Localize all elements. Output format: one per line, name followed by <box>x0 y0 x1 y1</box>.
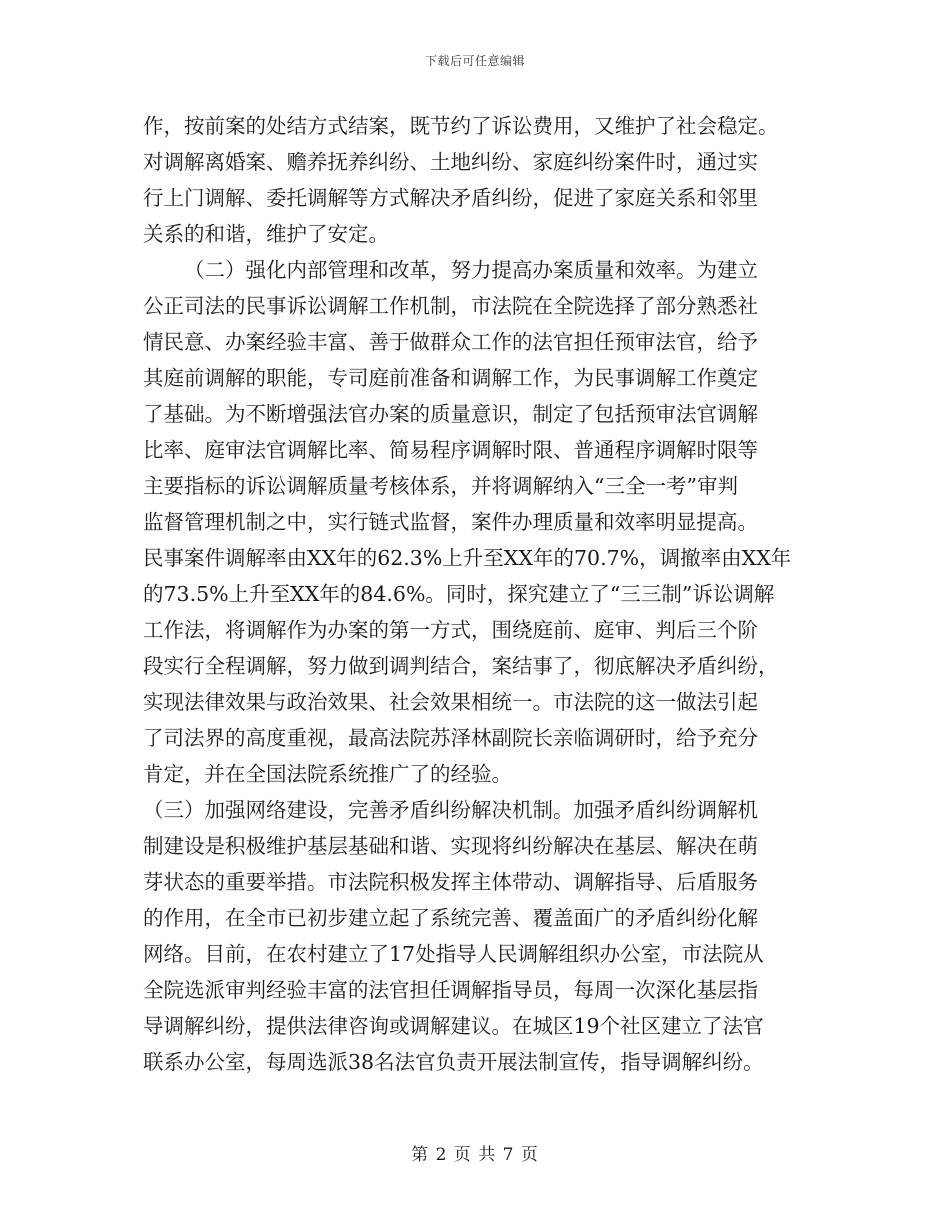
text-line: 的作用，在全市已初步建立起了系统完善、覆盖面广的矛盾纠纷化解 <box>143 906 758 930</box>
text-line: 对调解离婚案、赡养抚养纠纷、土地纠纷、家庭纠纷案件时，通过实 <box>143 150 758 174</box>
text-line: 肯定，并在全国法院系统推广了的经验。 <box>143 762 512 786</box>
page-header: 下载后可任意编辑 <box>424 54 525 68</box>
text-line: 网络。目前，在农村建立了17处指导人民调解组织办公室，市法院从 <box>143 942 764 966</box>
text-line: 的73.5%上升至XX年的84.6%。同时，探究建立了“三三制”诉讼调解 <box>143 582 775 606</box>
text-line: 作，按前案的处结方式结案，既节约了诉讼费用，又维护了社会稳定。 <box>143 114 779 138</box>
text-line: 芽状态的重要举措。市法院积极发挥主体带动、调解指导、后盾服务 <box>143 870 758 894</box>
text-line: 监督管理机制之中，实行链式监督，案件办理质量和效率明显提高。 <box>143 510 758 534</box>
section-heading-line: （二）强化内部管理和改革，努力提高办案质量和效率。为建立 <box>184 258 758 282</box>
text-line: 段实行全程调解，努力做到调判结合，案结事了，彻底解决矛盾纠纷， <box>143 654 779 678</box>
text-line: 公正司法的民事诉讼调解工作机制，市法院在全院选择了部分熟悉社 <box>143 294 758 318</box>
document-body <box>143 108 815 1080</box>
text-line: 联系办公室，每周选派38名法官负责开展法制宣传，指导调解纠纷。 <box>143 1050 764 1074</box>
text-line: 情民意、办案经验丰富、善于做群众工作的法官担任预审法官，给予 <box>143 330 758 354</box>
section-heading-line: （三）加强网络建设，完善矛盾纠纷解决机制。加强矛盾纠纷调解机 <box>143 798 758 822</box>
text-line: 制建设是积极维护基层基础和谐、实现将纠纷解决在基层、解决在萌 <box>143 834 758 858</box>
text-line: 主要指标的诉讼调解质量考核体系，并将调解纳入“三全一考”审判 <box>143 474 738 498</box>
text-line: 了基础。为不断增强法官办案的质量意识，制定了包括预审法官调解 <box>143 402 758 426</box>
text-line: 了司法界的高度重视，最高法院苏泽林副院长亲临调研时，给予充分 <box>143 726 758 750</box>
text-line: 其庭前调解的职能，专司庭前准备和调解工作，为民事调解工作奠定 <box>143 366 758 390</box>
text-line: 全院选派审判经验丰富的法官担任调解指导员，每周一次深化基层指 <box>143 978 758 1002</box>
text-line: 比率、庭审法官调解比率、简易程序调解时限、普通程序调解时限等 <box>143 438 758 462</box>
text-line: 行上门调解、委托调解等方式解决矛盾纠纷，促进了家庭关系和邻里 <box>143 186 758 210</box>
page-footer: 第 2 页 共 7 页 <box>411 1145 539 1165</box>
text-line: 实现法律效果与政治效果、社会效果相统一。市法院的这一做法引起 <box>143 690 758 714</box>
text-line: 关系的和谐，维护了安定。 <box>143 222 389 246</box>
text-line: 导调解纠纷，提供法律咨询或调解建议。在城区19个社区建立了法官 <box>143 1014 764 1038</box>
text-line: 民事案件调解率由XX年的62.3%上升至XX年的70.7%，调撤率由XX年 <box>143 546 792 570</box>
text-line: 工作法，将调解作为办案的第一方式，围绕庭前、庭审、判后三个阶 <box>143 618 758 642</box>
